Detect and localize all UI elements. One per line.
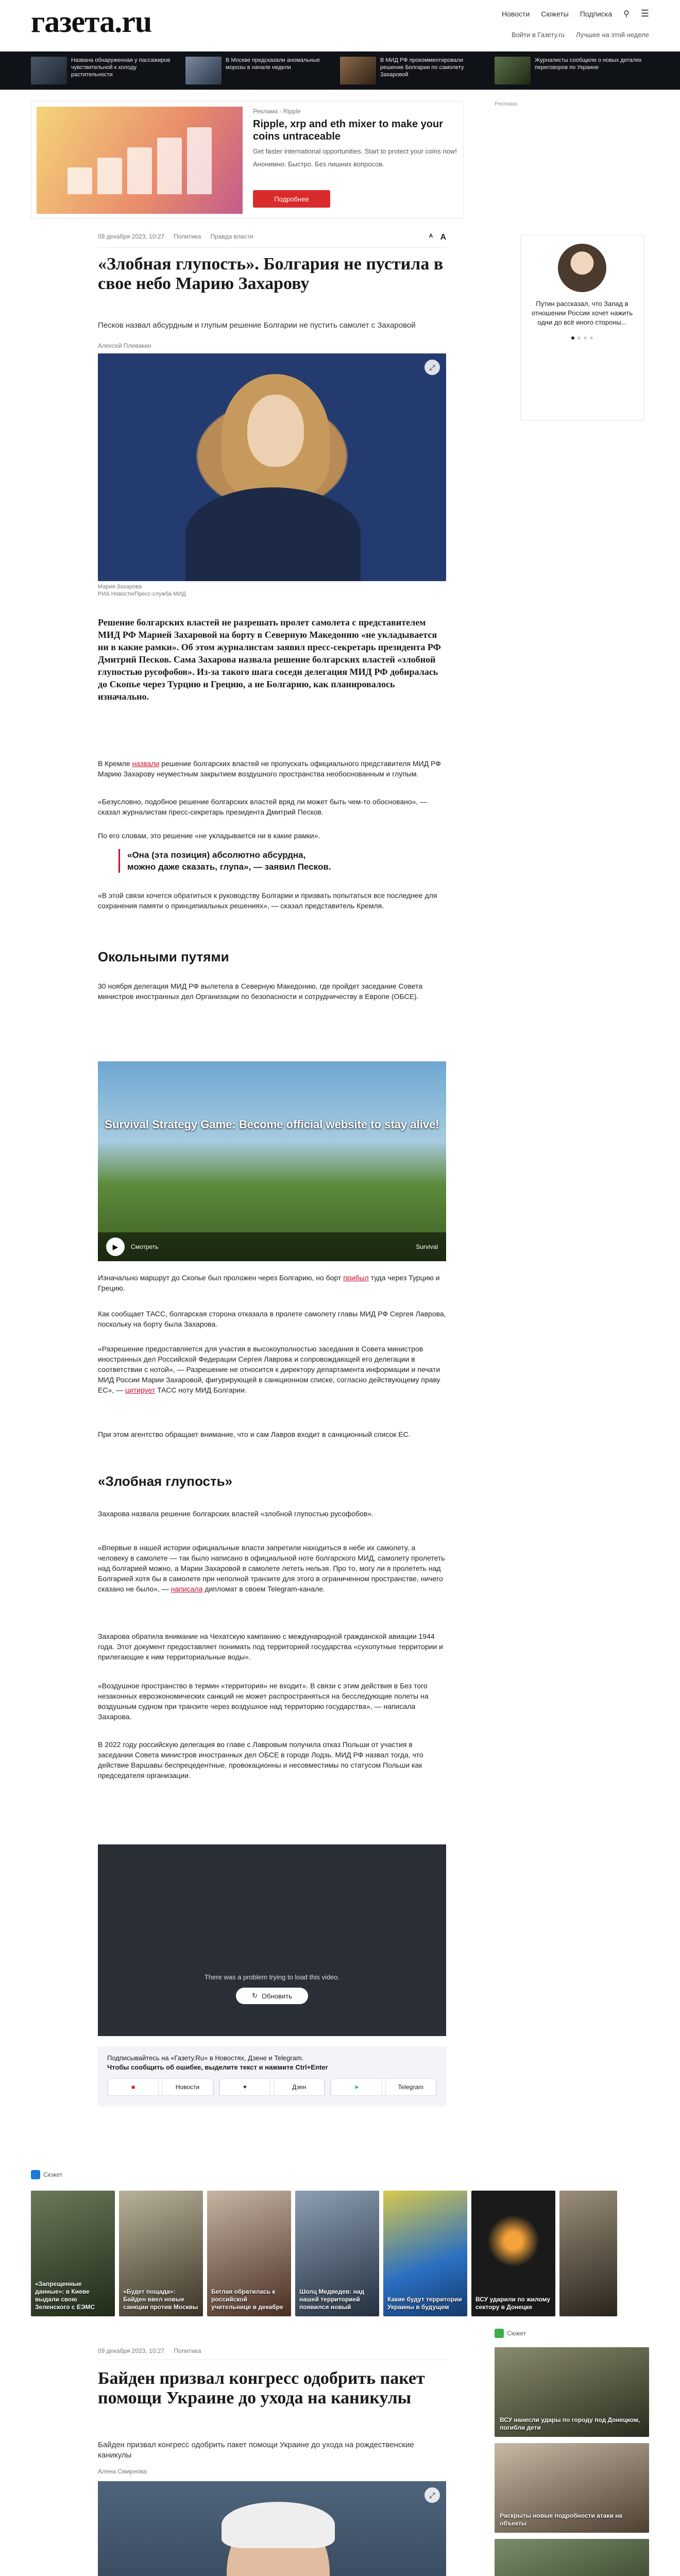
article2-meta [98,2347,446,2360]
subscribe-telegram-button[interactable]: ➤ Telegram [330,2078,437,2096]
article2-rubric[interactable]: Политика [174,2347,201,2354]
play-icon[interactable]: ▶ [106,1238,125,1256]
article-photo [98,353,446,581]
article-paragraph: При этом агентство обращает внимание, что и сам Лавров входит в санкционный список ЕС. [98,1430,411,1438]
side-news-item[interactable] [495,2539,649,2576]
story-card[interactable]: «Запрещенные данные»: в Киеве выдали свою Зеленского с ЕЭМС [31,2191,115,2316]
news-ticker [0,52,680,90]
sidebar-ad-slot [495,101,649,167]
menu-icon[interactable]: ☰ [640,8,649,19]
article-paragraph: Захарова назвала решение болгарских властей «злобной глупостью русофобов». [98,1510,374,1518]
article2-photo [98,2481,446,2576]
ad-image [37,107,243,214]
subscribe-dzen-button[interactable]: ✦ Дзен [219,2078,326,2096]
nav-news[interactable]: Новости [501,9,530,18]
subscribe-news-button[interactable]: ■ Новости [107,2078,214,2096]
ticker-item[interactable]: В Москве предсказали аномальные морозы в начале недели [185,57,333,84]
article2-lead: Байден призвал конгресс одобрить пакет помощи Украине до ухода на рождественские каникулы [98,2441,414,2460]
story-card[interactable]: Какие будут территории Украины в будущем [383,2191,467,2316]
article-author[interactable]: Алексей Плевакин [98,342,151,349]
side-news-item[interactable]: Раскрыты новые подробности атаки на объекты [495,2443,649,2533]
photo-caption: Мария Захарова РИА Новости/Пресс-служба МИД [98,584,186,597]
story-card[interactable]: Беглая обратилась к российской учительнице в декабре [207,2191,291,2316]
ticker-thumbnail [185,57,222,84]
author-card-text: Путин рассказал, что Запад в отношении России хочет нажить одни до всё иного стороны... [531,300,633,326]
dzen-icon: ✦ [219,2078,270,2096]
article-paragraph: Изначально маршрут до Скопье был проложен через Болгарию, но борт прибыл туда через Турцию и Грецию. [98,1274,440,1292]
side-stories-label: Сюжет [495,2329,526,2338]
article-paragraph: Захарова обратила внимание на Чехатскую кампанию с международной гражданской авиации 1944 года. Этот документ предоставляет понимать под территорией государства «сухопутные территории и прилегающие к ним территориальные воды». [98,1632,443,1661]
article-paragraph: «Воздушное пространство в термин «территория» не входит». В связи с этим действия в Без того незаконных евроэкономических санкций не может распространяться на бесследующие полеты на воздушным судном при транзите через воздушное над территорию государства», — написала Захарова. [98,1682,429,1721]
inline-link[interactable]: написала [171,1585,203,1593]
article-title: «Злобная глупость». Болгария не пустила в свое небо Марию Захарову [98,255,444,293]
news-icon: ■ [108,2078,159,2096]
ad-source: Реклама · Ripple [253,108,301,115]
video-watch-label[interactable]: Смотреть [131,1243,159,1250]
ticker-item[interactable]: Названа обнаруженная у пассажиров чувствительной к холоду растительности [31,57,178,84]
ad-description-2: Анонимно. Быстро. Без лишних вопросов. [253,160,384,168]
subscribe-block [98,2046,446,2106]
expand-icon[interactable]: ⤢ [424,360,440,375]
telegram-icon: ➤ [331,2078,382,2096]
article-paragraph: 30 ноября делегация МИД РФ вылетела в Северную Македонию, где пройдет заседание Совета министров иностранных дел Организации по безопасности и сотрудничеству в Европе (ОБСЕ). [98,982,423,1001]
expand-icon[interactable]: ⤢ [424,2487,440,2503]
error-report-hint: Чтобы сообщить об ошибке, выделите текст и нажмите Ctrl+Enter [107,2063,328,2071]
subscribe-text: Подписывайтесь на «Газету.Ru» в Новостях, Дзене и Telegram. [107,2054,304,2062]
font-small-button[interactable]: A [429,233,433,239]
refresh-button[interactable]: ↻ Обновить [236,1988,308,2004]
top-nav [502,8,649,19]
search-icon[interactable]: ⚲ [623,9,630,19]
ticker-thumbnail [31,57,67,84]
ad-description: Get faster international opportunities. Start to protect your coins now! [253,147,457,155]
best-week-link[interactable]: Лучшее на этой неделе [575,31,649,39]
refresh-icon: ↻ [252,1992,258,1999]
sub-nav [512,31,649,39]
article-rubric[interactable]: Политика [174,233,201,240]
section-heading: «Злобная глупость» [98,1473,233,1489]
ticker-thumbnail [340,57,376,84]
ticker-item[interactable]: Журналисты сообщили о новых деталях переговоров по Украине [495,57,642,84]
article-quote: «Она (эта позиция) абсолютно абсурдна, можно даже сказать, глупа», — заявил Песков. [118,849,335,873]
video-title: Survival Strategy Game: Become official website to stay alive! [105,1118,439,1131]
article-date: 09 декабря 2023, 10:27 [98,233,165,240]
login-link[interactable]: Войти в Газету.ru [511,31,565,39]
video-controls [98,1232,446,1261]
ticker-item[interactable]: В МИД РФ прокомментировали решение Болгарии по самолету Захаровой [340,57,487,84]
story-card[interactable] [559,2191,617,2316]
story-card[interactable]: Шолц Медведев: над нашей территорией появился новый [295,2191,379,2316]
sidebar-author-card[interactable] [520,235,644,420]
inline-link[interactable]: назвали [132,759,160,768]
video-ad[interactable] [98,1061,446,1261]
story-card[interactable]: «Будет пощада»: Байден ввел новые санкции против Москвы [119,2191,203,2316]
embedded-video[interactable] [98,1844,446,2036]
nav-subscribe[interactable]: Подписка [580,9,613,18]
font-big-button[interactable]: A [440,233,446,242]
article-paragraph: «Впервые в нашей истории официальные власти запретили находиться в небе их самолету, а человеку в самолете — так было написано в официальной ноте болгарского МИД, самолету пролететь над болгарией можно, а Марии Захаровой в самолете лететь нельзя. Про то, могу ли я пролететь над Болгарией хотя бы в самолете при неполной транзите для этого в ограниченном пространстве, ничего сказано не было», — написала дипломат в своем Telegram-канале. [98,1544,445,1593]
stories-carousel [31,2191,649,2316]
article-paragraph: В 2022 году российскую делегация во главе с Лавровым получила отказ Польши от участия в заседании Совета министров иностранных дел ОБСЕ в городе Лодзь. МИД РФ назвал тогда, что действие Варшавы беспрецедентные, провокационны и несовместимы по статусом Польши как председателя организации. [98,1740,423,1780]
nav-stories[interactable]: Сюжеты [541,9,569,18]
sidebar-ad-label: Реклама [495,101,518,107]
side-news-item[interactable]: ВСУ нанесли удары по городу под Донецком, погибли дети [495,2347,649,2437]
article2-title: Байден призвал конгресс одобрить пакет помощи Украине до ухода на каникулы [98,2369,425,2408]
stories-icon [31,2170,40,2179]
carousel-dots[interactable] [529,336,635,340]
article2-date: 09 декабря 2023, 10:27 [98,2347,165,2354]
article2-author[interactable]: Алена Смирнова [98,2468,147,2475]
video-brand: Survival [416,1243,438,1250]
story-card[interactable]: ВСУ ударили по жилому сектору в Донецке [471,2191,555,2316]
ad-banner[interactable] [31,101,464,218]
article-paragraph: «Разрешение предоставляется для участия в высокоуполностью заседания в Совета министров иностранных дел Российской Федерации Сергея Лаврова и сопровождающей его делегации в соответствии с нотой», — Разрешение не относится к директору департамента информации и печати МИД России Марии Захаровой, фигурирующей в санкционном списке, согласно действующему праву ЕС», — цитирует ТАСС ноту МИД Болгарии. [98,1345,440,1394]
side-news-list [495,2347,649,2576]
ad-more-button[interactable]: Подробнее [253,190,330,208]
font-size-controls [429,233,446,242]
stories-label: Сюжет [31,2170,62,2179]
site-logo[interactable]: газета.ru [31,5,152,39]
stories-icon [495,2329,504,2338]
avatar [558,244,606,292]
site-header [0,0,680,52]
article-meta [98,233,446,248]
inline-link[interactable]: цитирует [125,1386,156,1394]
article-lead: Песков назвал абсурдным и глупым решение Болгарии не пустить самолет с Захаровой [98,321,416,330]
article-paragraph: «Безусловно, подобное решение болгарских властей вряд ли может быть чем-то обосновано», — сказал журналистам пресс-секретарь президента Дмитрий Песков. [98,798,428,816]
inline-link[interactable]: прибыл [343,1274,369,1282]
video-error-text: There was a problem trying to load this video. [204,1973,340,1981]
article-paragraph: По его словам, это решение «не укладывается ни в какие рамки». [98,832,320,840]
ad-title[interactable]: Ripple, xrp and eth mixer to make your coins untraceable [253,118,443,142]
article-paragraph: Как сообщает ТАСС, болгарская сторона отказала в пролете самолету главы МИД РФ Сергея Лаврова, поскольку на борту была Захарова. [98,1310,446,1328]
article-paragraph: «В этой связи хочется обратиться к руководству Болгарии и призвать попытаться все последнее для сохранения памяти о принципиальных решениях», — сказал представитель Кремля. [98,891,437,910]
section-heading: Окольными путями [98,949,229,964]
ad-text-block [253,108,459,168]
ticker-thumbnail [495,57,531,84]
article-paragraph: В Кремле назвали решение болгарских властей не пропускать официального представителя МИД РФ Марию Захарову неуместным закрытием воздушного пространства необоснованным и глупым. [98,759,441,778]
article-rubric-2[interactable]: Правда власти [210,233,253,240]
article-bold-lead: Решение болгарских властей не разрешать пролет самолета с представителем МИД РФ Марией Захаровой на борту в Северную Македонию «не укладывается ни в какие рамки». Об этом журналистам заявил пресс-секретарь президента РФ Дмитрий Песков. Сама Захарова назвала решение болгарских властей «злобной глупостью русофобов». Из-за такого шага соседи делегация МИД РФ добиралась до Скопье через Турцию и Грецию, а не Болгарию, как планировалось изначально. [98,617,441,702]
